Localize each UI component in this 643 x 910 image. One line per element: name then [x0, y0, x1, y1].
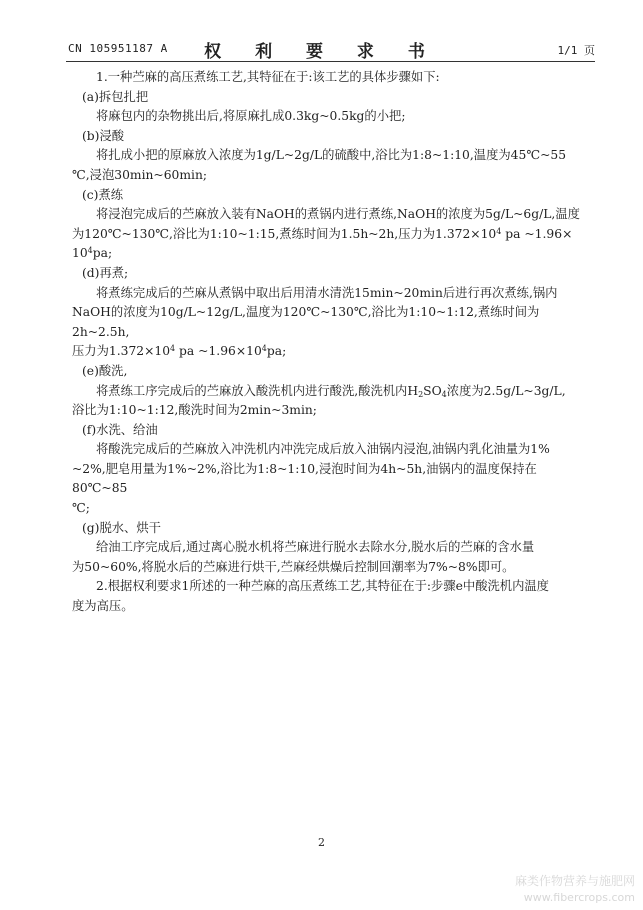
step-c-line: $10^4pa$; — [72, 246, 113, 261]
step-d-line: 压力为$1.372\times 10^4$ pa $\sim 1.96\times 10^4pa$; — [72, 344, 287, 359]
claim-2-line: 度为高压。 — [72, 599, 134, 614]
step-a-text: 将麻包内的杂物挑出后,将原麻扎成0.3kg~0.5kg的小把; — [96, 109, 406, 124]
step-c-label: (c)煮练 — [82, 187, 124, 202]
claim-2-line: 2.根据权利要求1所述的一种苎麻的高压煮练工艺,其特征在于:步骤e中酸洗机内温度 — [96, 579, 549, 594]
step-d-line: 将煮练完成后的苎麻从煮锅中取出后用清水清洗15min~20min后进行再次煮练,锅内 — [96, 285, 558, 300]
page-indicator: 1/1 页 — [557, 44, 595, 57]
step-c-line: 将浸泡完成后的苎麻放入装有NaOH的煮锅内进行煮练,NaOH的浓度为5g/L~6g/L,温度 — [96, 207, 580, 222]
step-g-line: 为50~60%,将脱水后的苎麻进行烘干,苎麻经烘燥后控制回潮率为7%~8%即可。 — [72, 559, 515, 574]
step-g-label: (g)脱水、烘干 — [82, 520, 161, 535]
header-rule — [66, 61, 595, 62]
step-e-label: (e)酸洗, — [82, 363, 128, 378]
step-e-line: 将煮练工序完成后的苎麻放入酸洗机内进行酸洗,酸洗机内$H_2SO_4$浓度为2.5g/L~3g/L, — [96, 383, 566, 399]
document-title: 权 利 要 求 书 — [204, 42, 439, 62]
step-g-line: 给油工序完成后,通过离心脱水机将苎麻进行脱水去除水分,脱水后的苎麻的含水量 — [96, 540, 535, 555]
step-f-line: 将酸洗完成后的苎麻放入冲洗机内冲洗完成后放入油锅内浸泡,油锅内乳化油量为1% — [96, 442, 550, 457]
watermark-title: 麻类作物营养与施肥网 — [514, 874, 635, 888]
step-b-label: (b)浸酸 — [82, 128, 125, 143]
claim-1-intro: 1.一种苎麻的高压煮练工艺,其特征在于:该工艺的具体步骤如下: — [96, 70, 440, 84]
step-f-label: (f)水洗、给油 — [82, 422, 158, 437]
page-number: 2 — [318, 836, 325, 849]
claims-body — [72, 68, 580, 617]
watermark-url: www.fibercrops.com — [523, 891, 635, 904]
step-e-line: 浴比为1:10~1:12,酸洗时间为2min~3min; — [72, 403, 317, 418]
step-b-line: ℃,浸泡30min~60min; — [72, 167, 208, 182]
step-c-line: 为120℃~130℃,浴比为1:10~1:15,煮练时间为1.5h~2h,压力为$1.372\times 10^4$ pa ~1.96× — [72, 226, 573, 241]
publication-number: CN 105951187 A — [68, 42, 168, 55]
step-a-label: (a)拆包扎把 — [82, 89, 149, 104]
site-watermark — [515, 872, 635, 904]
step-f-line: ℃; — [72, 501, 90, 516]
step-d-label: (d)再煮; — [82, 265, 129, 280]
document-header — [0, 0, 643, 70]
step-f-line: ~2%,肥皂用量为1%~2%,浴比为1:8~1:10,浸泡时间为4h~5h,油锅内的温度保持在80℃~85 — [72, 461, 537, 496]
step-d-line: NaOH的浓度为10g/L~12g/L,温度为120℃~130℃,浴比为1:10~1:12,煮练时间为2h~2.5h, — [72, 305, 540, 339]
step-b-line: 将扎成小把的原麻放入浓度为1g/L~2g/L的硫酸中,浴比为1:8~1:10,温度为45℃~55 — [96, 148, 567, 163]
